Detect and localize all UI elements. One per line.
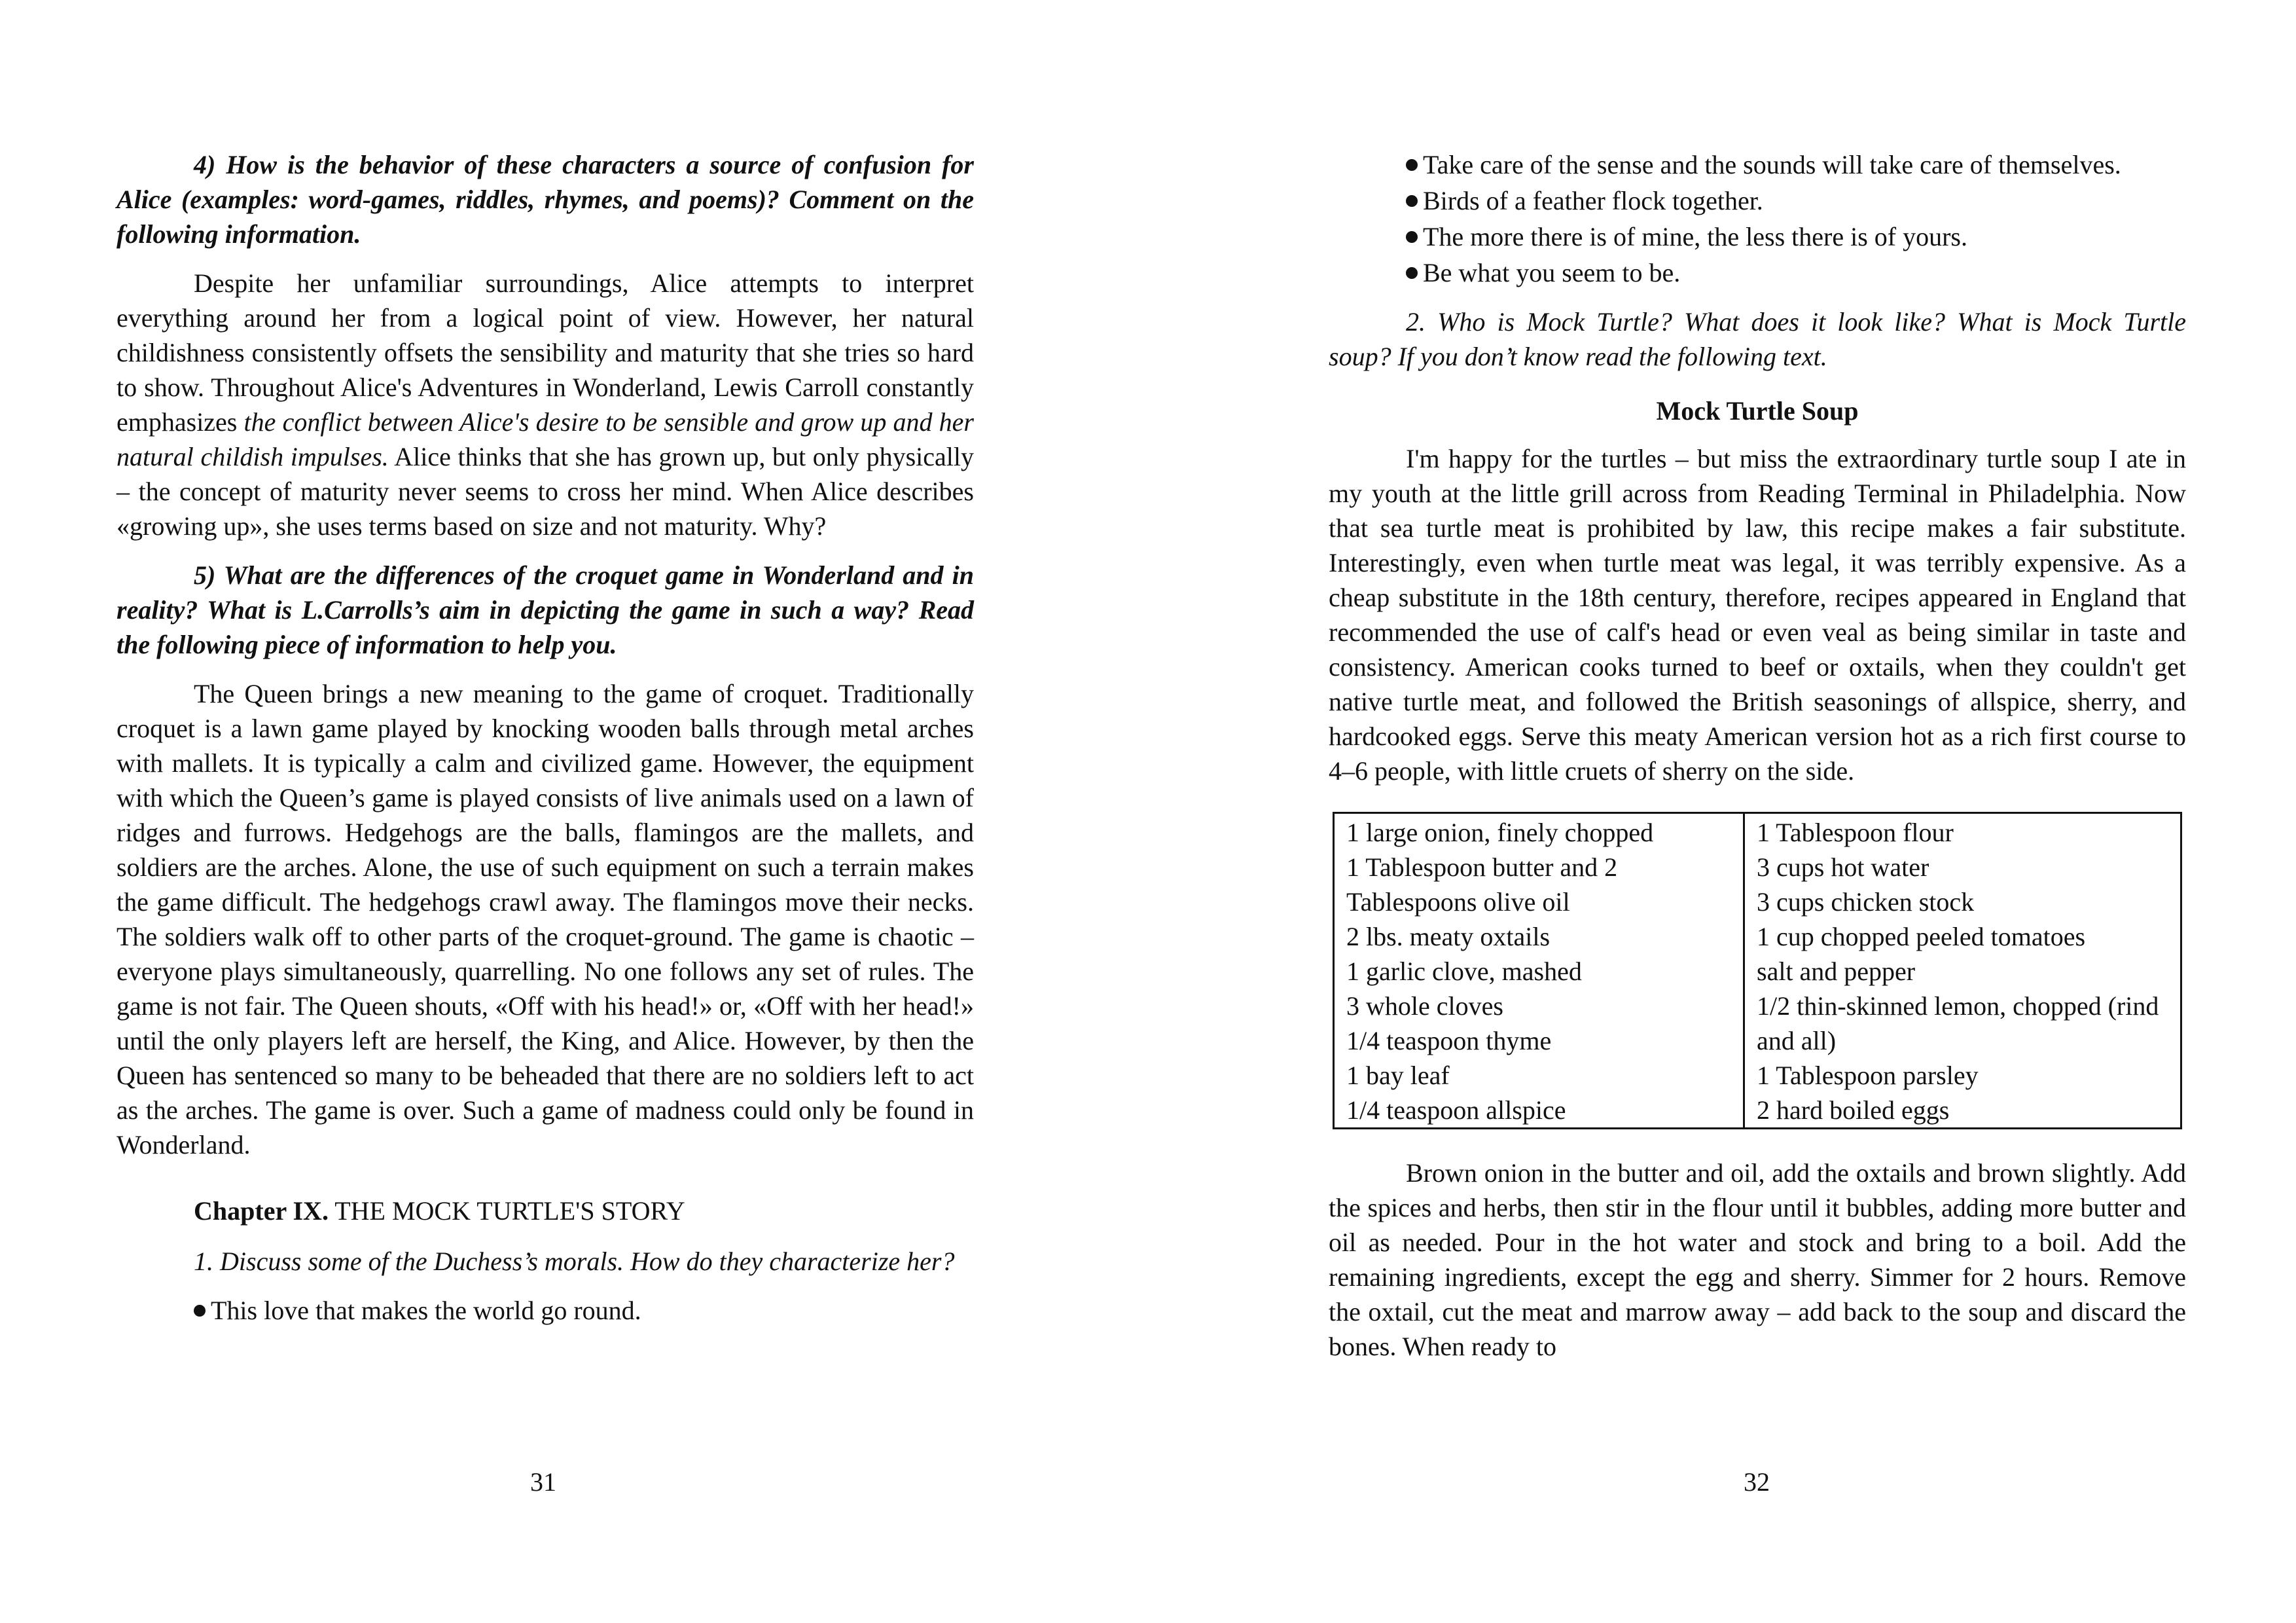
section-title: Mock Turtle Soup — [1656, 396, 1859, 426]
ingredient-item: 1/4 teaspoon allspice — [1346, 1095, 1566, 1125]
ingredient-item: 1 cup chopped peeled tomatoes — [1757, 922, 2086, 951]
bullet-item — [1329, 219, 2186, 254]
question-2: 2. Who is Mock Turtle? What does it look like? What is Mock Turtle soup? If you don’t know read the following text. — [1329, 307, 2186, 371]
bullet-text: Be what you seem to be. — [1423, 258, 1681, 287]
ingredients-table — [1333, 812, 2182, 1129]
bullet-item — [1329, 255, 2186, 290]
bullet-icon — [1406, 159, 1418, 171]
ingredient-item: 1 Tablespoon parsley — [1757, 1061, 1979, 1090]
bullet-item — [1329, 147, 2186, 182]
question-1: 1. Discuss some of the Duchess’s morals. How do they characterize her? — [194, 1247, 955, 1276]
paragraph-part: Alice thinks that she has grown up, but only physically – the concept of maturity never seems to cross her mind. When Alice describes «growing up», she uses terms based on size and not maturity. Why? — [117, 442, 974, 541]
ingredient-item: 2 lbs. meaty oxtails — [1346, 922, 1551, 951]
paragraph-croquet: The Queen brings a new meaning to the game of croquet. Traditionally croquet is a lawn game played by knocking wooden balls through metal arches with mallets. It is typically a calm and civilized game. However, the equipment with which the Queen’s game is played consists of live animals used on a lawn of ridges and furrows. Hedgehogs are the balls, flamingos are the mallets, and soldiers are the arches. Alone, the use of such equipment on such a terrain makes the game difficult. The hedgehogs crawl away. The flamingos move their necks. The soldiers walk off to other parts of the croquet-ground. The game is chaotic – everyone plays simultaneously, quarrelling. No one follows any set of rules. The game is not fair. The Queen shouts, «Off with his head!» or, «Off with her head!» until the only players left are herself, the King, and Alice. However, by then the Queen has sentenced so many to be beheaded that there are no soldiers left to act as the arches. The game is over. Such a game of madness could only be found in Wonderland. — [117, 679, 974, 1159]
paragraph-soup-method: Brown onion in the butter and oil, add the oxtails and brown slightly. Add the spices and herbs, then stir in the flour until it bubbles, adding more butter and oil as needed. Pour in the hot water and stock and bring to a boil. Add the remaining ingredients, except the egg and sherry. Simmer for 2 hours. Remove the oxtail, cut the meat and marrow away – add back to the soup and discard the bones. When ready to — [1329, 1158, 2186, 1361]
bullet-text: Take care of the sense and the sounds will take care of themselves. — [1423, 150, 2121, 179]
ingredient-item: 3 cups hot water — [1757, 852, 1929, 882]
ingredient-item: 1/2 thin-skinned lemon, chopped (rind and all) — [1757, 991, 2159, 1055]
chapter-heading — [117, 1194, 974, 1228]
bullet-icon — [1406, 231, 1418, 243]
ingredients-left-column — [1334, 813, 1744, 1129]
bullet-icon — [194, 1305, 206, 1317]
chapter-title: THE MOCK TURTLE'S STORY — [328, 1196, 685, 1226]
paragraph-soup-intro: I'm happy for the turtles – but miss the extraordinary turtle soup I ate in my youth at the little grill across from Reading Terminal in Philadelphia. Now that sea turtle meat is prohibited by law, this recipe makes a fair substitute. Interestingly, even when turtle meat was legal, it was terribly expensive. As a cheap substitute in the 18th century, therefore, recipes appeared in England that recommended the use of calf's head or even veal as being similar in taste and consistency. American cooks turned to beef or oxtails, when they couldn't get native turtle meat, and followed the British seasonings of allspice, sherry, and hardcooked eggs. Serve this meaty American version hot as a rich first course to 4–6 people, with little cruets of sherry on the side. — [1329, 444, 2186, 786]
ingredients-right-column — [1744, 813, 2181, 1129]
question-5: 5) What are the differences of the croquet game in Wonderland and in reality? What is L.Carrolls’s aim in depicting the game in such a way? Read the following piece of information to help you. — [117, 560, 974, 659]
question-4: 4) How is the behavior of these characters a source of confusion for Alice (examples: word-games, riddles, rhymes, and poems)? Comment on the following information. — [117, 150, 974, 249]
bullet-text: This love that makes the world go round. — [211, 1296, 641, 1325]
ingredient-item: 1 large onion, finely chopped — [1346, 818, 1654, 847]
ingredient-item: 1 garlic clove, mashed — [1346, 957, 1582, 986]
page-number: 31 — [530, 1467, 556, 1497]
paragraph-alice-maturity — [117, 266, 974, 543]
ingredient-item: 1 Tablespoon flour — [1757, 818, 1954, 847]
ingredient-item: 1 bay leaf — [1346, 1061, 1450, 1090]
right-page-text — [1329, 147, 2186, 1378]
ingredient-item: 3 whole cloves — [1346, 991, 1503, 1021]
ingredient-item: salt and pepper — [1757, 957, 1916, 986]
ingredient-item: 1 Tablespoon butter and 2 Tablespoons olive oil — [1346, 852, 1618, 917]
bullet-icon — [1406, 195, 1418, 207]
emphasis-text: the conflict between Alice's desire to be sensible and grow up and her natural childish impulses. — [117, 407, 975, 471]
ingredient-item: 2 hard boiled eggs — [1757, 1095, 1950, 1125]
chapter-label: Chapter IX. — [194, 1196, 329, 1226]
bullet-text: Birds of a feather flock together. — [1423, 186, 1763, 215]
left-page-text — [117, 147, 974, 1329]
page-number: 32 — [1744, 1467, 1770, 1497]
ingredient-item: 1/4 teaspoon thyme — [1346, 1026, 1552, 1055]
table-row — [1334, 813, 2181, 1129]
ingredient-item: 3 cups chicken stock — [1757, 887, 1975, 917]
right-page — [1148, 0, 2296, 1623]
bullet-text: The more there is of mine, the less there is of yours. — [1423, 222, 1967, 251]
bullet-item — [1329, 183, 2186, 218]
paragraph-part: Despite her unfamiliar surroundings, Alice attempts to interpret everything around her from a logical point of view. However, her natural childishness consistently offsets the sensibility and maturity that she tries so hard to show. Throughout Alice's Adventures in Wonderland, Lewis Carroll constantly emphasizes — [117, 268, 974, 437]
bullet-icon — [1406, 267, 1418, 279]
bullet-item — [117, 1293, 974, 1328]
